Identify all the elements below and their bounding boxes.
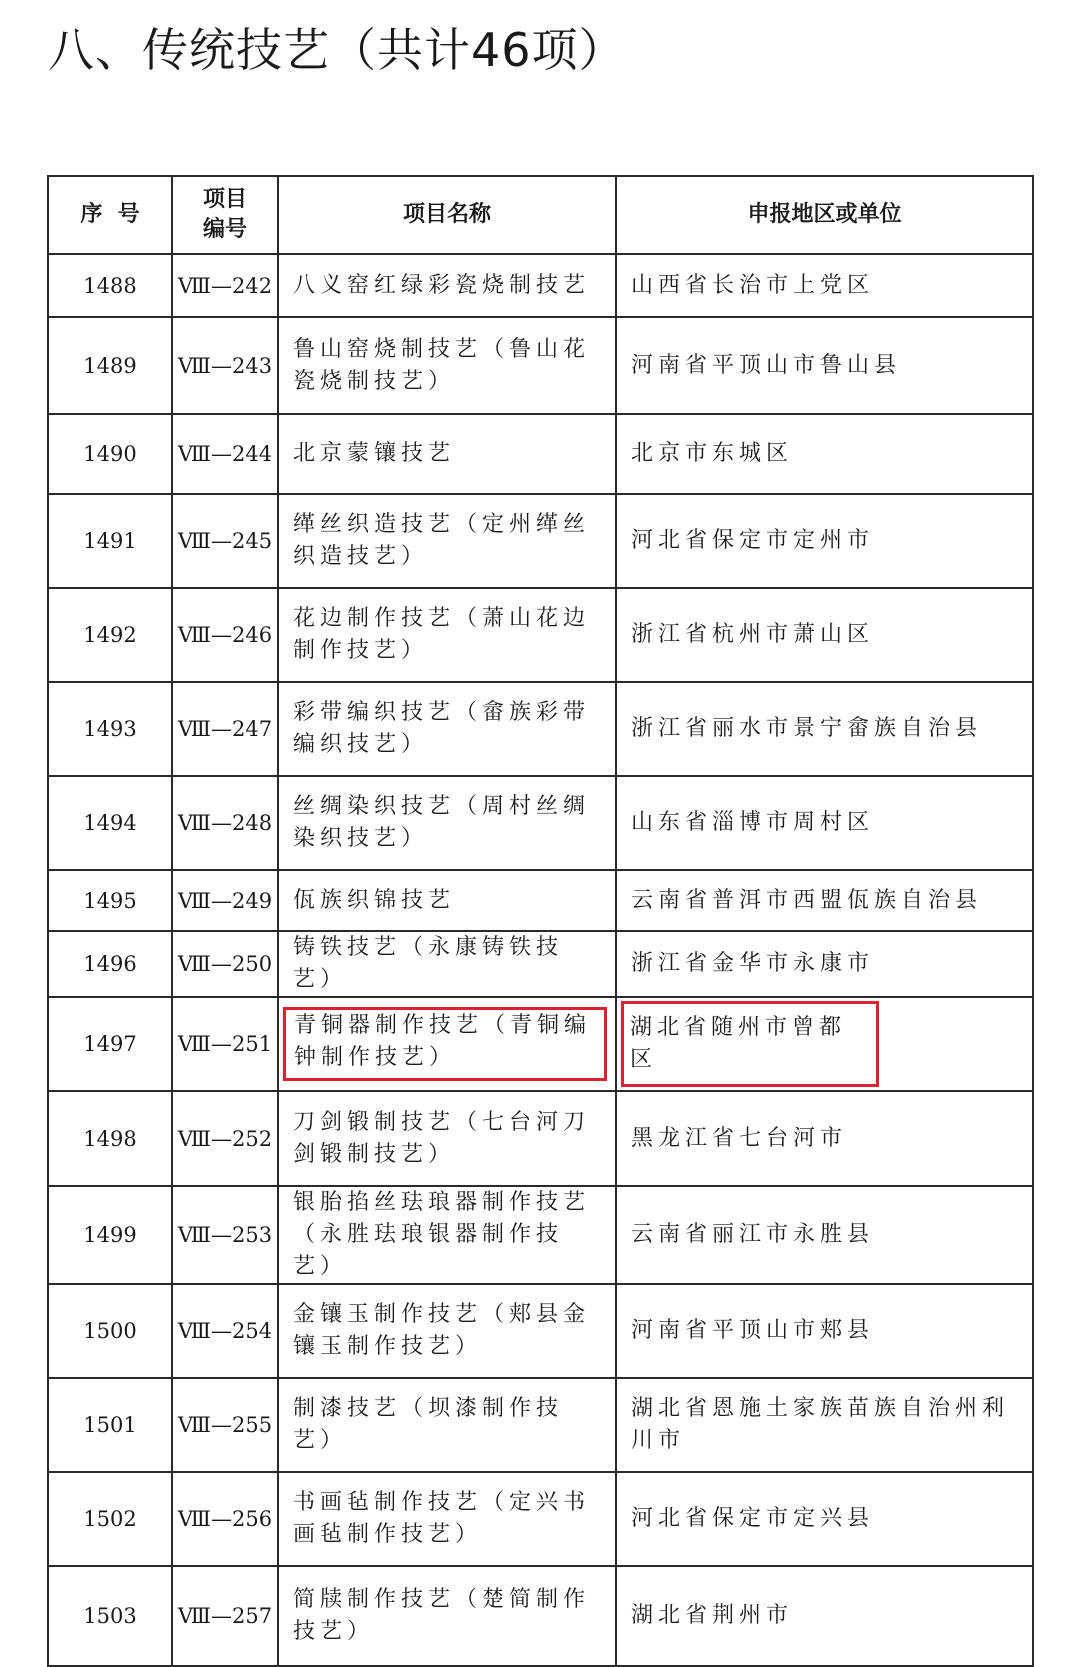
row-region: 云南省普洱市西盟佤族自治县 <box>616 870 1033 931</box>
row-region: 湖北省荆州市 <box>616 1566 1033 1666</box>
row-region: 浙江省丽水市景宁畲族自治县 <box>616 682 1033 776</box>
table-row <box>48 682 1033 776</box>
row-region: 山西省长治市上党区 <box>616 254 1033 317</box>
row-region: 云南省丽江市永胜县 <box>616 1186 1033 1284</box>
table-row <box>48 1472 1033 1566</box>
row-code: Ⅷ—253 <box>172 1186 278 1284</box>
row-code: Ⅷ—255 <box>172 1378 278 1472</box>
row-code: Ⅷ—243 <box>172 317 278 414</box>
table-row <box>48 870 1033 931</box>
row-code: Ⅷ—252 <box>172 1091 278 1186</box>
row-seq: 1492 <box>48 588 172 682</box>
row-seq: 1495 <box>48 870 172 931</box>
row-code: Ⅷ—245 <box>172 494 278 588</box>
row-seq: 1502 <box>48 1472 172 1566</box>
table-row <box>48 254 1033 317</box>
row-name: 缂丝织造技艺（定州缂丝织造技艺） <box>278 494 616 588</box>
highlight-box-name: 青铜器制作技艺（青铜编钟制作技艺） <box>283 1007 607 1081</box>
row-code: Ⅷ—244 <box>172 414 278 494</box>
table-header-row <box>48 176 1033 254</box>
row-seq: 1503 <box>48 1566 172 1666</box>
row-name: 简牍制作技艺（楚简制作技艺） <box>278 1566 616 1666</box>
row-region: 北京市东城区 <box>616 414 1033 494</box>
row-name: 八义窑红绿彩瓷烧制技艺 <box>278 254 616 317</box>
row-name: 丝绸染织技艺（周村丝绸染织技艺） <box>278 776 616 870</box>
row-region: 山东省淄博市周村区 <box>616 776 1033 870</box>
row-seq: 1498 <box>48 1091 172 1186</box>
row-code: Ⅷ—251 <box>172 997 278 1091</box>
row-seq: 1488 <box>48 254 172 317</box>
row-name: 鲁山窑烧制技艺（鲁山花瓷烧制技艺） <box>278 317 616 414</box>
row-code: Ⅷ—256 <box>172 1472 278 1566</box>
row-code: Ⅷ—246 <box>172 588 278 682</box>
heritage-table <box>47 175 1034 1667</box>
row-region: 黑龙江省七台河市 <box>616 1091 1033 1186</box>
table-row <box>48 1378 1033 1472</box>
table-row <box>48 1284 1033 1378</box>
row-seq: 1499 <box>48 1186 172 1284</box>
row-name: 北京蒙镶技艺 <box>278 414 616 494</box>
table-row <box>48 1091 1033 1186</box>
row-code: Ⅷ—247 <box>172 682 278 776</box>
row-seq: 1501 <box>48 1378 172 1472</box>
row-name: 铸铁技艺（永康铸铁技艺） <box>278 931 616 997</box>
row-seq: 1500 <box>48 1284 172 1378</box>
row-name: 制漆技艺（坝漆制作技艺） <box>278 1378 616 1472</box>
table-row <box>48 317 1033 414</box>
header-name: 项目名称 <box>278 176 616 254</box>
row-region: 浙江省杭州市萧山区 <box>616 588 1033 682</box>
row-region: 湖北省恩施土家族苗族自治州利川市 <box>616 1378 1033 1472</box>
table-row <box>48 1186 1033 1284</box>
header-code-line1: 项目 <box>202 187 247 212</box>
header-seq: 序 号 <box>48 176 172 254</box>
row-region: 浙江省金华市永康市 <box>616 931 1033 997</box>
row-name: 书画毡制作技艺（定兴书画毡制作技艺） <box>278 1472 616 1566</box>
row-code: Ⅷ—249 <box>172 870 278 931</box>
table-row <box>48 1566 1033 1666</box>
row-seq: 1497 <box>48 997 172 1091</box>
header-code <box>172 176 278 254</box>
row-name: 佤族织锦技艺 <box>278 870 616 931</box>
row-code: Ⅷ—248 <box>172 776 278 870</box>
table-row <box>48 931 1033 997</box>
row-seq: 1491 <box>48 494 172 588</box>
table-row <box>48 414 1033 494</box>
row-region: 河北省保定市定州市 <box>616 494 1033 588</box>
row-name: 刀剑锻制技艺（七台河刀剑锻制技艺） <box>278 1091 616 1186</box>
header-region: 申报地区或单位 <box>616 176 1033 254</box>
table-row <box>48 588 1033 682</box>
table-row <box>48 776 1033 870</box>
row-seq: 1489 <box>48 317 172 414</box>
page-heading: 八、传统技艺（共计46项） <box>48 23 626 77</box>
table-row-highlighted <box>48 997 1033 1091</box>
row-seq: 1493 <box>48 682 172 776</box>
table-row <box>48 494 1033 588</box>
row-code: Ⅷ—250 <box>172 931 278 997</box>
row-name-cell <box>278 997 616 1091</box>
highlight-box-region: 湖北省随州市曾都区 <box>621 1001 879 1087</box>
header-code-line2: 编号 <box>202 217 247 242</box>
row-name: 彩带编织技艺（畲族彩带编织技艺） <box>278 682 616 776</box>
row-region: 河南省平顶山市鲁山县 <box>616 317 1033 414</box>
row-region: 河南省平顶山市郏县 <box>616 1284 1033 1378</box>
row-code: Ⅷ—254 <box>172 1284 278 1378</box>
row-code: Ⅷ—257 <box>172 1566 278 1666</box>
row-name: 花边制作技艺（萧山花边制作技艺） <box>278 588 616 682</box>
row-code: Ⅷ—242 <box>172 254 278 317</box>
row-seq: 1494 <box>48 776 172 870</box>
row-seq: 1490 <box>48 414 172 494</box>
row-name: 金镶玉制作技艺（郏县金镶玉制作技艺） <box>278 1284 616 1378</box>
row-region-cell <box>616 997 1033 1091</box>
row-seq: 1496 <box>48 931 172 997</box>
row-name: 银胎掐丝珐琅器制作技艺（永胜珐琅银器制作技艺） <box>278 1186 616 1284</box>
row-region: 河北省保定市定兴县 <box>616 1472 1033 1566</box>
